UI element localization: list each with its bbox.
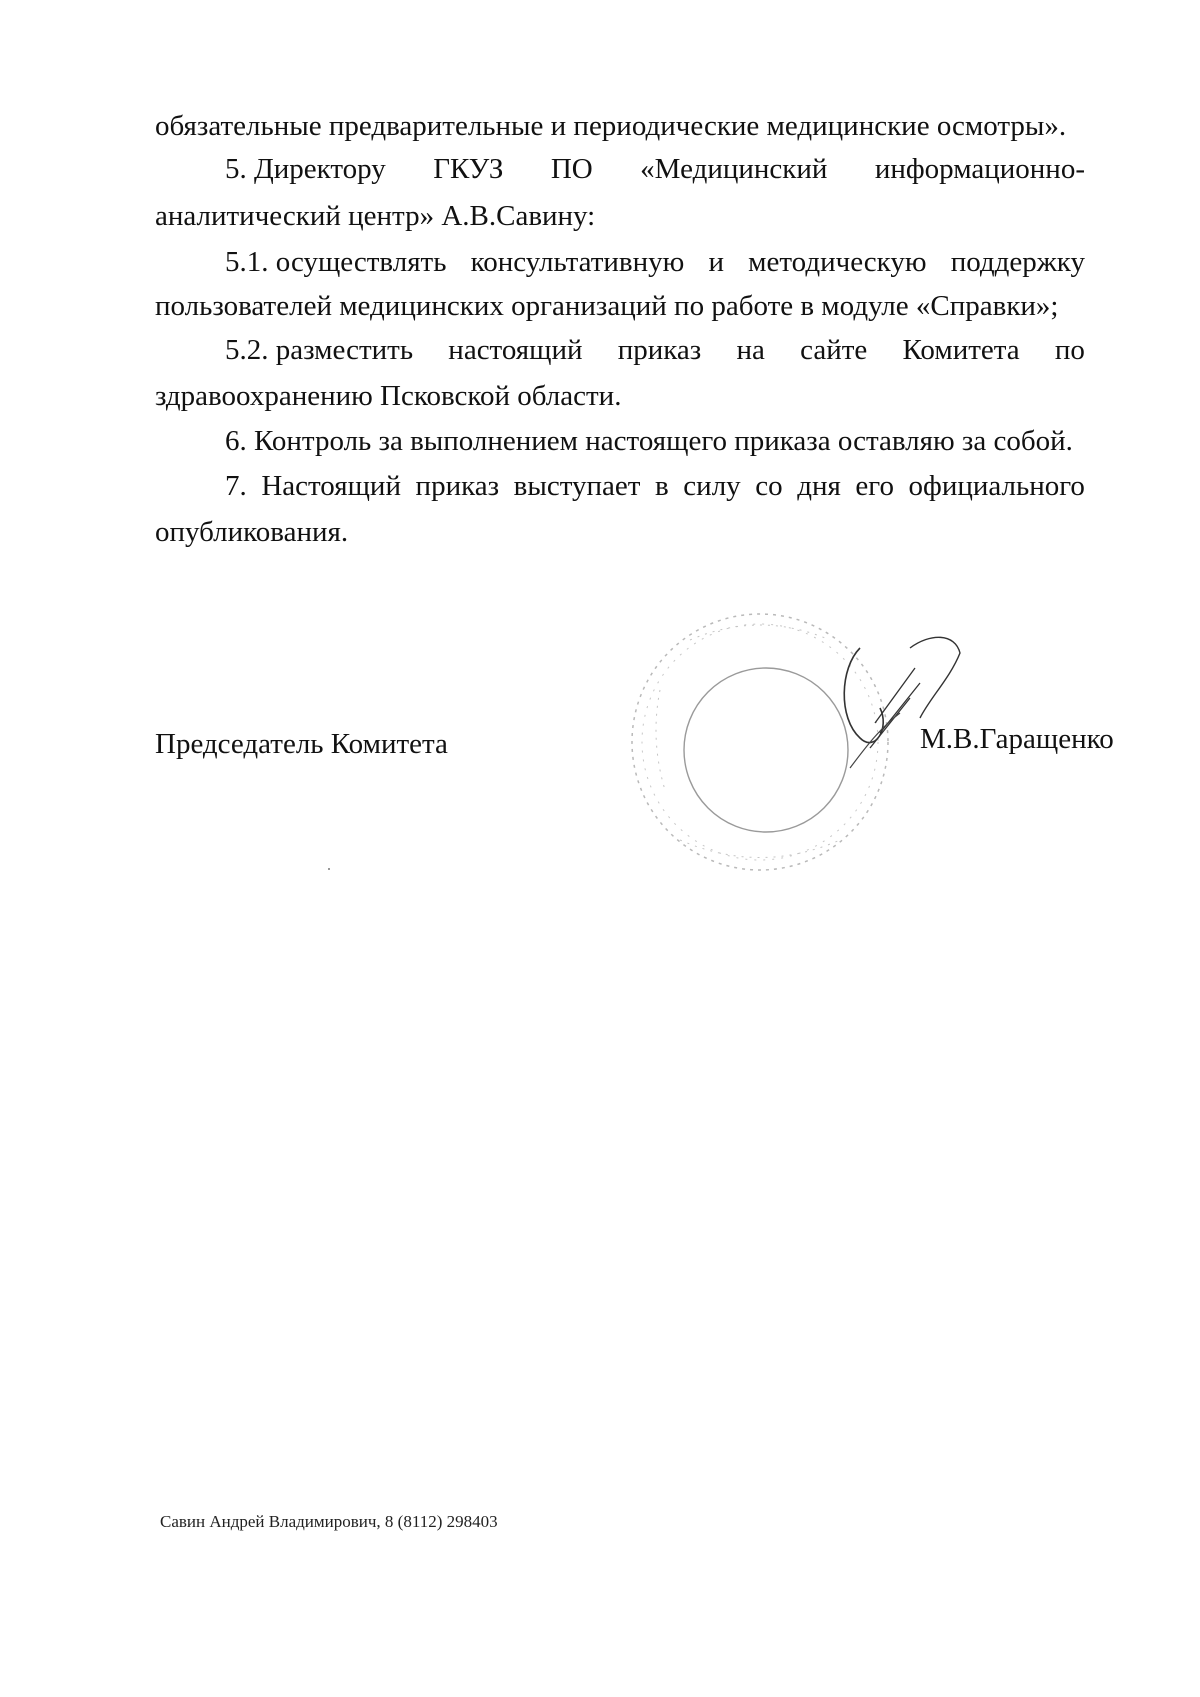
- item-5-1-continuation: пользователей медицинских организаций по работе в модуле «Справки»;: [155, 290, 1059, 322]
- item-7-word: Настоящий: [261, 470, 401, 502]
- item-5-1-word: и: [708, 246, 724, 278]
- item-7-continuation: опубликования.: [155, 516, 349, 548]
- item-7-word: силу: [683, 470, 741, 502]
- item-7-word: официального: [908, 470, 1085, 502]
- item-5-2-word: по: [1054, 334, 1085, 366]
- item-5-2-word: сайте: [800, 334, 868, 366]
- item-7-first-line: [225, 472, 1085, 501]
- item-5-continuation: аналитический центр» А.В.Савину:: [155, 200, 596, 232]
- item-5-1-word: консультативную: [470, 246, 685, 278]
- item-7-word: выступает: [513, 470, 641, 502]
- item-7-word: его: [855, 470, 894, 502]
- item-5-word: 5. Директору: [225, 153, 386, 185]
- item-7-word: дня: [797, 470, 841, 502]
- signatory-position: Председатель Комитета: [155, 728, 448, 760]
- item-7-word: приказ: [415, 470, 500, 502]
- item-5-2-word: на: [736, 334, 765, 366]
- signatory-name: М.В.Гаращенко: [920, 723, 1114, 755]
- item-5-first-line: [225, 155, 1085, 184]
- item-5-word: ПО: [550, 153, 593, 185]
- item-7-word: 7.: [225, 470, 247, 502]
- item-5-1-word: поддержку: [950, 246, 1085, 278]
- item-5-1-word: 5.1. осуществлять: [225, 246, 447, 278]
- item-5-2-word: приказ: [617, 334, 702, 366]
- item-6: 6. Контроль за выполнением настоящего приказа оставляю за собой.: [225, 425, 1073, 457]
- item-5-2-word: настоящий: [448, 334, 583, 366]
- handwritten-signature-icon: [820, 628, 980, 798]
- item-7-word: в: [655, 470, 669, 502]
- executor-contact-note: Савин Андрей Владимирович, 8 (8112) 298403: [160, 1512, 498, 1531]
- item-5-2-continuation: здравоохранению Псковской области.: [155, 380, 622, 412]
- scan-speck: [328, 868, 330, 870]
- item-5-word: «Медицинский: [640, 153, 828, 185]
- item-5-1-word: методическую: [748, 246, 927, 278]
- item-5-2-word: Комитета: [902, 334, 1020, 366]
- item-5-2-word: 5.2. разместить: [225, 334, 414, 366]
- item-5-1-first-line: [225, 248, 1085, 277]
- item-7-word: со: [755, 470, 783, 502]
- item-5-word: ГКУЗ: [433, 153, 504, 185]
- item-5-word: информационно-: [874, 153, 1085, 185]
- item-5-2-first-line: [225, 336, 1085, 365]
- paragraph-line-obligatory-exams: обязательные предварительные и периодические медицинские осмотры».: [155, 110, 1067, 142]
